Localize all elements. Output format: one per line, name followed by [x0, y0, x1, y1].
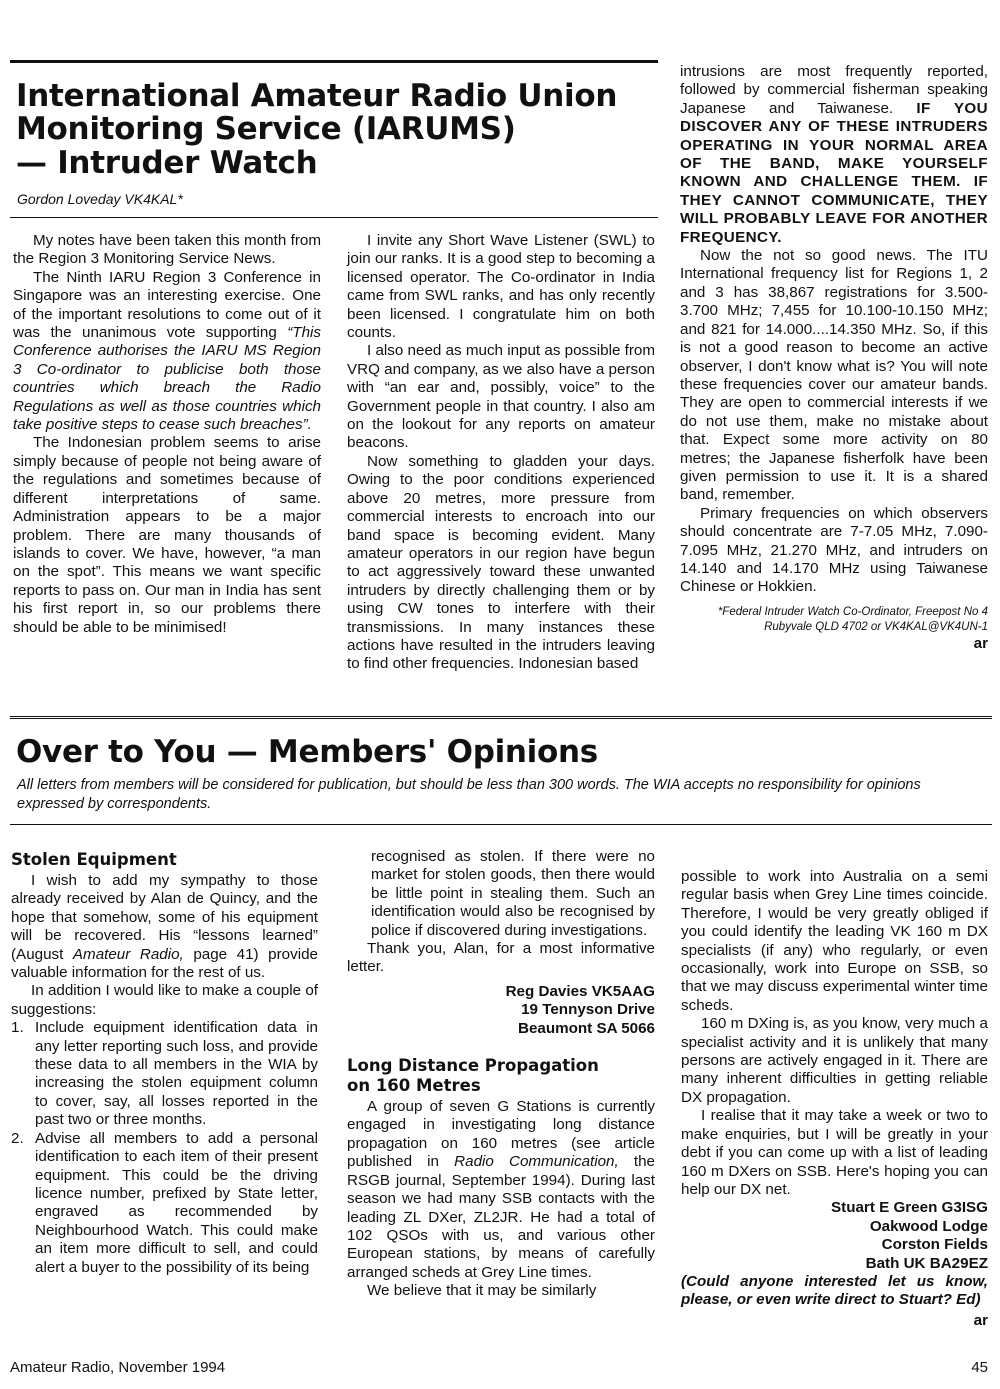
paragraph: Now the not so good news. The ITU International frequency list for Regions 1, 2 and 3 has 38,867 registrations for 3.500-3.700 MHz; 7,455 for 10.100-10.150 MHz; and 821 for 14.000....14.350 MHz. So, if this is not a good reason to become an active observer, I don't know what is? You will note these frequencies cover our amateur bands. They are open to commercial interests if we do not use them, make no mistake about that. Expect some more activity on 80 metres; the Japanese fisherfolk have been given permission to use it. It is a shared band, remember.: [680, 247, 988, 504]
list-item-continued: recognised as stolen. If there were no market for stolen goods, then there would be little point in stealing them. Such an identification would also be recognised by police if discovered during investigations.: [371, 848, 655, 939]
paragraph: Primary frequencies on which observers should concentrate are 7-7.05 MHz, 7.090-7.095 MHz, 21.270 MHz, and intruders on 14.140 and 14.170 MHz using Taiwanese Chinese or Hokkien.: [680, 504, 988, 596]
signature: Stuart E Green G3ISG Oakwood Lodge Corston Fields Bath UK BA29EZ: [831, 1199, 988, 1272]
signature: Reg Davies VK5AAG 19 Tennyson Drive Beaumont SA 5066: [505, 982, 655, 1037]
list-item: 1. Include equipment identification data in any letter reporting such loss, and provide these data to all members in the WIA by increasing the stolen equipment column to cover, say, all losses reported in the past two or three months.: [11, 1019, 318, 1129]
paragraph: I also need as much input as possible from VRQ and company, as we also have a person with “an ear and, possibly, voice” to the Government people in that country. I also am on the lookout for any reports on amateur beacons.: [347, 342, 655, 452]
byline: Gordon Loveday VK4KAL*: [17, 191, 183, 207]
end-mark: ar: [973, 634, 988, 652]
letter-heading: Long Distance Propagation on 160 Metres: [347, 1056, 599, 1096]
paragraph: My notes have been taken this month from the Region 3 Monitoring Service News.: [13, 232, 321, 268]
title-line-2: Monitoring Service (IARUMS): [16, 111, 516, 148]
article2-column-3: [681, 868, 988, 1330]
suggestion-list: [11, 1019, 318, 1277]
article1-column-1: [13, 232, 321, 637]
intro-rule: [10, 824, 992, 825]
article1-column-2: [347, 232, 655, 674]
article2-column-1: [11, 850, 318, 1277]
title-line-1: International Amateur Radio Union: [16, 78, 618, 114]
end-mark: ar: [973, 1311, 988, 1329]
letter-heading: Stolen Equipment: [11, 850, 177, 869]
paragraph: possible to work into Australia on a semi regular basis when Grey Line times coincide. Therefore, I would be very greatly obliged if you could identify the leading VK 160 m DX specialists (if any) who regularly, or even occasionally, work into Europe on SSB, so that we may discuss experimental winter time scheds.: [681, 868, 988, 1014]
paragraph: 160 m DXing is, as you know, very much a specialist activity and it is unlikely that many persons are actively engaged in it. There are many inherent difficulties in getting reliable DX propagation.: [681, 1015, 988, 1106]
byline-rule: [10, 217, 658, 218]
publication-info: Amateur Radio, November 1994: [10, 1359, 226, 1376]
article-title: [16, 80, 656, 180]
quoted-resolution: “This Conference authorises the IARU MS Region 3 Co-ordinator to publicise both those countries which breach the Radio Regulations as well as those countries which take positive steps to cease such breaches”.: [13, 324, 321, 434]
paragraph: A group of seven G Stations is currently engaged in investigating long distance propagation on 160 metres (see article published in Radio Communication, the RSGB journal, September 1994). During last season we had many SSB contacts with the leading ZL DXer, ZL2JR. He had a total of 102 QSOs with us, and various other European stations, by means of carefully arranged scheds at Grey Line times.: [347, 1098, 655, 1281]
paragraph: We believe that it may be similarly: [367, 1282, 597, 1300]
callout-caps: IF YOU DISCOVER ANY OF THESE INTRUDERS OPERATING IN YOUR NORMAL AREA OF THE BAND, MAKE YOURSELF KNOWN AND CHALLENGE THEM. IF THEY CANNOT COMMUNICATE, THEY WILL PROBABLY LEAVE FOR ANOTHER FREQUENCY.: [680, 99, 988, 246]
title-line-3: — Intruder Watch: [16, 144, 318, 181]
page-number: 45: [971, 1359, 988, 1376]
section-intro: All letters from members will be considered for publication, but should be less than 300 words. The WIA accepts no responsibility for opinions expressed by correspondents.: [17, 777, 921, 812]
page-footer: [10, 1359, 988, 1376]
footnote: *Federal Intruder Watch Co-Ordinator, Freepost No 4 Rubyvale QLD 4702 or VK4KAL@VK4UN-1: [717, 605, 988, 633]
paragraph: I realise that it may take a week or two to make enquiries, but I will be greatly in your debt if you can come up with a list of leading 160 m DXers on SSB. Here's hoping you can help our DX net.: [681, 1107, 988, 1198]
article1-column-3: [680, 63, 988, 653]
paragraph: intrusions are most frequently reported, followed by commercial fisherman speaking Japanese and Taiwanese. IF YOU DISCOVER ANY OF THESE INTRUDERS OPERATING IN YOUR NORMAL AREA OF THE BAND, MAKE YOURSELF KNOWN AND CHALLENGE THEM. IF THEY CANNOT COMMUNICATE, THEY WILL PROBABLY LEAVE FOR ANOTHER FREQUENCY.: [680, 63, 988, 246]
paragraph: In addition I would like to make a couple of suggestions:: [11, 982, 318, 1018]
paragraph: The Ninth IARU Region 3 Conference in Singapore was an interesting exercise. One of the important resolutions to come out of it was the unanimous vote supporting “This Conference authorises the IARU MS Region 3 Co-ordinator to publicise both those countries which breach the Radio Regulations as well as those countries which take positive steps to cease such breaches”.: [13, 268, 321, 434]
list-item: 2. Advise all members to add a personal identification to each item of their present equipment. This could be the driving licence number, prefixed by State letter, engraved as recommended by Neighbourhood Watch. This could make an item more difficult to sell, and could alert a buyer to the possibility of its being: [11, 1129, 318, 1276]
paragraph: I wish to add my sympathy to those already received by Alan de Quincy, and the hope that somehow, some of his equipment will be recovered. His “lessons learned” (August Amateur Radio, page 41) provide valuable information for the rest of us.: [11, 872, 318, 982]
paragraph: Now something to gladden your days. Owing to the poor conditions experienced above 20 metres, more pressure from commercial interests to encroach into our band space is becoming evident. Many amateur operators in our region have begun to act aggressively toward these unwanted intruders by directly challenging them or by using CW tones to interfere with their transmissions. In many instances these actions have resulted in the intruders leaving to find other frequencies. Indonesian based: [347, 452, 655, 673]
editor-note: (Could anyone interested let us know, please, or even write direct to Stuart? Ed): [681, 1272, 988, 1309]
article2-column-2: [347, 848, 655, 1301]
paragraph: The Indonesian problem seems to arise simply because of people not being aware of the regulations and sometimes because of different interpretations of same. Administration appears to be a major problem. There are many thousands of islands to cover. We have, however, “a man on the spot”. This means we want specific reports to pass on. Our man in India has sent his first report in, so our problems there should be able to be minimised!: [13, 434, 321, 636]
paragraph: I invite any Short Wave Listener (SWL) to join our ranks. It is a good step to becoming a licensed operator. The Co-ordinator in India came from SWL ranks, and has only recently been licensed. I congratulate him on both counts.: [347, 232, 655, 342]
section-title: Over to You — Members' Opinions: [16, 734, 598, 770]
top-rule: [10, 60, 658, 63]
section-divider: [10, 716, 992, 721]
paragraph: Thank you, Alan, for a most informative letter.: [347, 940, 655, 976]
